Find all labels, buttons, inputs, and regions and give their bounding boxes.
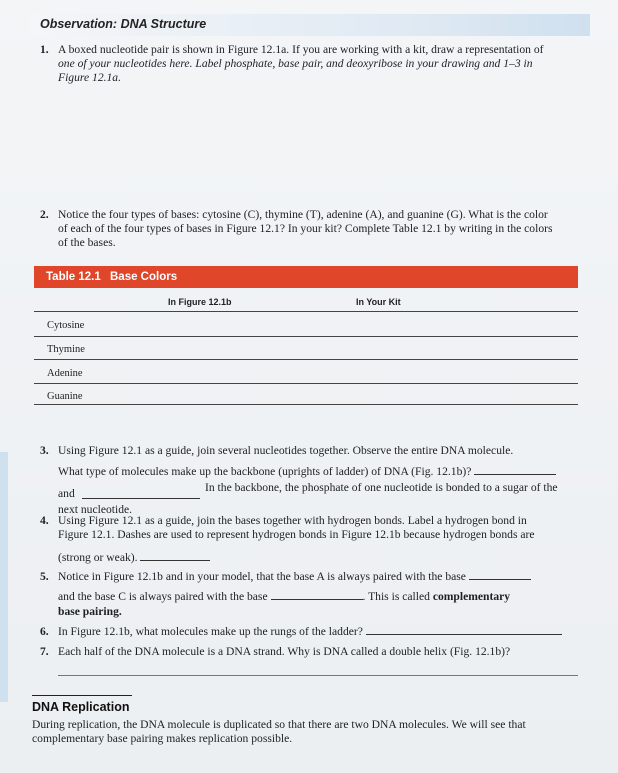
question-1-line-1: A boxed nucleotide pair is shown in Figure 12.1a. If you are working with a kit, draw a representation of [58, 43, 544, 56]
question-2-line-1: Notice the four types of bases: cytosine (C), thymine (T), adenine (A), and guanine (G). What is the color [58, 208, 548, 221]
table-title: Base Colors [110, 271, 178, 283]
question-4-number: 4. [40, 514, 49, 527]
question-6-line-1: In Figure 12.1b, what molecules make up the rungs of the ladder? [58, 625, 562, 639]
answer-blank[interactable] [474, 465, 556, 475]
table-rule [34, 404, 578, 405]
question-3-line-4: next nucleotide. [58, 503, 133, 516]
margin-tab [0, 452, 8, 702]
question-5-line-1: Notice in Figure 12.1b and in your model, that the base A is always paired with the base [58, 570, 531, 584]
question-6-number: 6. [40, 625, 49, 638]
question-3-line-3a: and [58, 487, 75, 500]
question-3-line-1: Using Figure 12.1 as a guide, join several nucleotides together. Observe the entire DNA molecule. [58, 444, 514, 457]
answer-blank[interactable] [140, 551, 210, 561]
table-label: Table 12.1 [46, 271, 101, 283]
answer-blank[interactable] [271, 590, 363, 600]
answer-line[interactable] [58, 675, 578, 676]
question-5-line-2: and the base C is always paired with the base . This is called complementary [58, 590, 511, 603]
question-2-line-3: of the bases. [58, 236, 116, 249]
question-1-line-2: one of your nucleotides here. Label phosphate, base pair, and deoxyribose in your drawing and 1–3 in [58, 57, 533, 70]
question-4-line-1: Using Figure 12.1 as a guide, join the bases together with hydrogen bonds. Label a hydrogen bond in [58, 514, 527, 527]
question-1-number: 1. [40, 43, 49, 56]
table-row-label: Thymine [47, 344, 85, 355]
column-header-figure: In Figure 12.1b [168, 297, 232, 307]
question-1-line-3: Figure 12.1a. [58, 71, 122, 84]
replication-heading: DNA Replication [32, 700, 130, 714]
question-3-line-3b: In the backbone, the phosphate of one nucleotide is bonded to a sugar of the [205, 481, 558, 494]
question-4-line-2: Figure 12.1. Dashes are used to represent hydrogen bonds in Figure 12.1b because hydrogen bonds are [58, 528, 535, 541]
question-2-line-2: of each of the four types of bases in Figure 12.1? In your kit? Complete Table 12.1 by writing in the colors [58, 222, 553, 235]
question-5-number: 5. [40, 570, 49, 583]
answer-blank[interactable] [469, 570, 531, 580]
table-rule [34, 336, 578, 337]
question-7-line-1: Each half of the DNA molecule is a DNA strand. Why is DNA called a double helix (Fig. 12.1b)? [58, 645, 511, 658]
section-divider [32, 695, 132, 696]
question-5-line-3: base pairing. [58, 605, 122, 618]
answer-blank[interactable] [82, 489, 200, 499]
table-row-label: Adenine [47, 368, 83, 379]
section-heading: Observation: DNA Structure [40, 17, 207, 31]
table-rule [34, 359, 578, 360]
question-4-line-3: (strong or weak). [58, 551, 210, 565]
table-rule [34, 311, 578, 312]
question-3-number: 3. [40, 444, 49, 457]
replication-line-2: complementary base pairing makes replication possible. [32, 732, 293, 745]
table-row-label: Cytosine [47, 320, 85, 331]
column-header-kit: In Your Kit [356, 297, 401, 307]
table-rule [34, 383, 578, 384]
answer-blank[interactable] [366, 625, 562, 635]
replication-line-1: During replication, the DNA molecule is duplicated so that there are two DNA molecules. We will see that [32, 718, 526, 731]
question-7-number: 7. [40, 645, 49, 658]
table-row-label: Guanine [47, 391, 83, 402]
question-2-number: 2. [40, 208, 49, 221]
table-header-bar [34, 266, 578, 288]
question-3-line-2: What type of molecules make up the backbone (uprights of ladder) of DNA (Fig. 12.1b)? [58, 465, 556, 479]
